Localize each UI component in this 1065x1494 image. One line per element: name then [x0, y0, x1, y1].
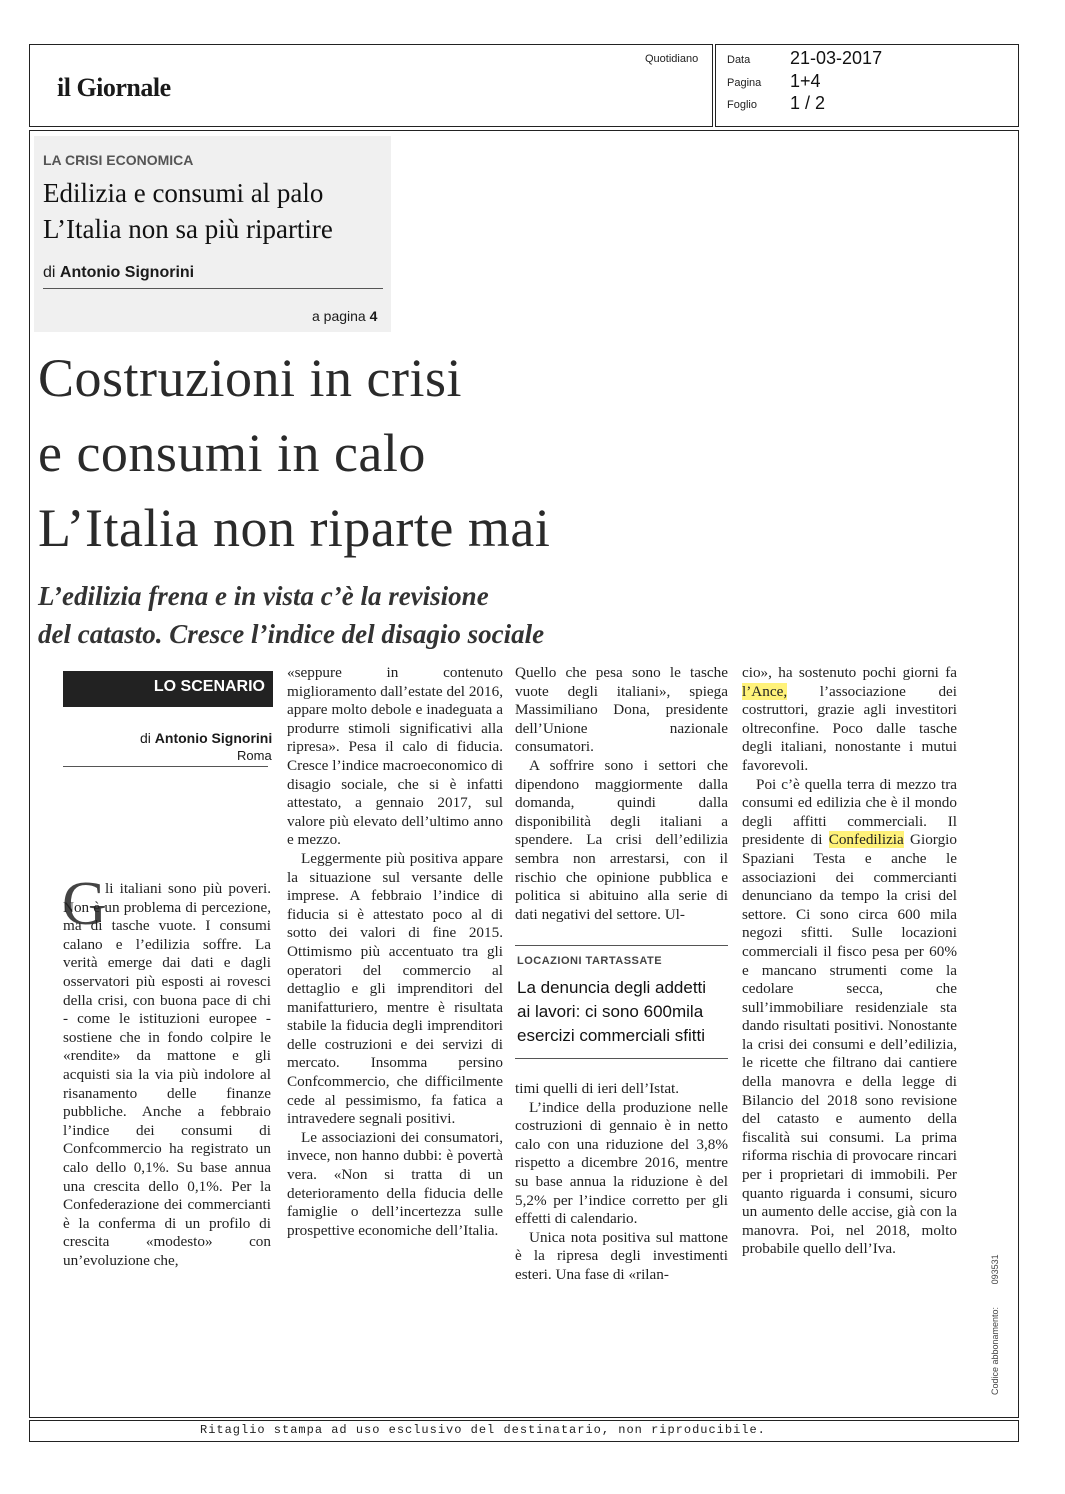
box-bottom-rule	[515, 1058, 728, 1059]
teaser-page-ref	[312, 308, 377, 324]
teaser-kicker: LA CRISI ECONOMICA	[43, 152, 194, 168]
col3-paragraph-4: L’indice della produzione nelle costruzioni di gennaio è in netto calo con una riduzione del 3,8% rispetto a dicembre 2016, mentre su base annua la riduzione è del 5,2% per l’indice corretto per gli effetti di calendario.	[515, 1098, 728, 1228]
column-2	[287, 664, 503, 1240]
teaser-page-ref-prefix: a pagina	[312, 308, 366, 324]
teaser-divider	[43, 288, 383, 289]
headline-line3: L’Italia non riparte mai	[38, 498, 551, 558]
article-byline-prefix: di	[140, 730, 151, 746]
teaser-title-line2: L’Italia non sa più ripartire	[43, 214, 333, 244]
headline-line1: Costruzioni in crisi	[38, 348, 462, 408]
page-label: Pagina	[727, 77, 762, 89]
byline-divider	[63, 766, 268, 767]
sheet-label: Foglio	[727, 99, 757, 111]
highlight-ance: l’Ance,	[742, 682, 788, 700]
date-value: 21-03-2017	[790, 48, 883, 68]
subscription-code-vertical	[990, 1254, 1000, 1395]
page-value: 1+4	[790, 71, 821, 91]
subscription-label: Codice abbonamento:	[990, 1306, 1000, 1395]
col4-p1-text-b: l’associazione dei costruttori, grazie agli investitori oltreconfine. Poco dalle tasche degli italiani, nonostante i mutui favorevoli.	[742, 682, 958, 774]
box-line2: ai lavori: ci sono 600mila	[517, 1002, 704, 1021]
col4-p2-text-b: Giorgio Spaziani Testa e anche le associazioni dei commercianti denunciano da tempo la crisi del settore. Ci sono circa 600 mila negozi sfitti. Sulle locazioni commerciali il fisco pesa per 60% e mancano strumenti come la cedolare secca, che sull’immobiliare residenziale sta dando risultati positivi. Nonostante la crisi dei consumi e dell’edilizia, le ricette che filtrano dai cantiere della manovra e della legge di Bilancio del 2018 sono revisione del catasto e aumento della fiscalità sui consumi. La prima riforma rischia di provocare rincari per i proprietari di immobili. Per quanto riguarda i consumi, sicuro un aumento delle accise, già con la manovra. Poi, nel 2018, molto probabile quello dell’Iva.	[742, 831, 957, 1258]
teaser-byline-prefix: di	[43, 264, 56, 281]
teaser-byline-author: Antonio Signorini	[59, 264, 195, 281]
subhead-line1: L’edilizia frena e in vista c’è la revisione	[38, 581, 489, 611]
article-dateline: Roma	[237, 748, 272, 763]
column-1	[63, 880, 271, 1270]
publication-type: Quotidiano	[645, 53, 699, 65]
newspaper-logo: il Giornale	[57, 73, 171, 102]
col3-paragraph-2: A soffrire sono i settori che dipendono maggiormente dalla domanda, quindi dalla disponibilità degli italiani a spendere. La crisi dell’edilizia sembra non arrestarsi, con il rischio che opinione pubblica e politica si abituino alla serie di dati negativi del settore. Ul-	[515, 756, 728, 923]
col4-p1-text-a: cio», ha sostenuto pochi giorni fa	[742, 664, 957, 681]
column-3-bottom	[515, 1080, 728, 1285]
col2-paragraph-3: Le associazioni dei consumatori, invece, non hanno dubbi: è povertà vera. «Non si tratta di un deterioramento della fiducia delle famiglie o dell’incertezza sulle prospettive economiche dell’Italia.	[287, 1128, 503, 1239]
subhead-line2: del catasto. Cresce l’indice del disagio sociale	[38, 619, 545, 649]
article-byline-author: Antonio Signorini	[154, 730, 273, 746]
headline-line2: e consumi in calo	[38, 423, 426, 483]
article-byline	[140, 730, 272, 746]
highlight-confedilizia: Confedilizia	[828, 831, 904, 849]
col4-p2-text-a: Poi c’è quella terra di mezzo tra consumi ed edilizia che è il mondo degli affitti commerciali. Il presidente di	[742, 775, 957, 849]
teaser-page-ref-number: 4	[369, 308, 378, 324]
teaser-byline	[43, 264, 194, 282]
col4-paragraph-1	[742, 664, 957, 776]
sheet-value: 1 / 2	[790, 93, 826, 113]
col3-paragraph-5: Unica nota positiva sul mattone è la ripresa degli investimenti esteri. Una fase di «rilan-	[515, 1228, 728, 1283]
teaser-title-line1: Edilizia e consumi al palo	[43, 178, 324, 208]
column-3-top	[515, 664, 728, 924]
box-line3: esercizi commerciali sfitti	[517, 1026, 705, 1045]
drop-cap: G	[62, 870, 107, 938]
box-kicker: LOCAZIONI TARTASSATE	[517, 955, 663, 967]
column-4	[742, 664, 957, 1259]
col2-paragraph-2: Leggermente più positiva appare la situazione sul versante delle imprese. A febbraio l’indice di fiducia si è attestato poco al di sotto dei valori di fine 2015. Ottimismo più accentuato tra gli operatori del commercio al dettaglio e gli imprenditori del manifatturiero, mentre è risultata stabile la fiducia degli imprenditori delle costruzioni e dei servizi di mercato. Insomma persino Confcommercio, che difficilmente cede al pessimismo, fa fatica a intravedere segnali positivi.	[287, 849, 503, 1128]
subscription-code: 093531	[990, 1254, 1000, 1285]
footer-notice: Ritaglio stampa ad uso esclusivo del destinatario, non riproducibile.	[200, 1423, 766, 1437]
section-tag: LO SCENARIO	[63, 671, 273, 707]
col4-paragraph-2	[742, 776, 957, 1259]
col3-paragraph-1: Quello che pesa sono le tasche vuote degli italiani», spiega Massimiliano Dona, presidente dell’Unione nazionale consumatori.	[515, 664, 728, 756]
col2-paragraph-1: «seppure in contenuto miglioramento dall’estate del 2016, appare molto debole e inadeguata a produrre stimoli significativi alla ripresa». Pesa il calo di fiducia. Cresce l’indice macroeconomico di disagio sociale, che si è infatti attestato, a gennaio 2017, sul valore più elevato dell’ultimo anno e mezzo.	[287, 664, 503, 849]
col1-paragraph-1: li italiani sono più poveri. Non è un problema di percezione, ma di tasche vuote. I consumi calano e l’edilizia soffre. La verità emerge dai dati e dagli osservatori più esposti ai rovesci della crisi, con buona pace di chi - come le istituzioni europee - sostiene che in fondo colpire le «rendite» da mattone e gli acquisti sia la via più indolore al risanamento delle finanze pubbliche. Anche a febbraio l’indice dei consumi di Confcommercio ha registrato un calo dello 0,1%. Su base annua una crescita dello 0,1%. Per la Confederazione dei commercianti è la conferma di un profilo di crescita «modesto» con un’evoluzione che,	[63, 880, 271, 1269]
date-label: Data	[727, 54, 751, 66]
box-line1: La denuncia degli addetti	[517, 978, 707, 997]
box-top-rule	[515, 945, 728, 946]
col3-paragraph-3: timi quelli di ieri dell’Istat.	[515, 1080, 680, 1097]
